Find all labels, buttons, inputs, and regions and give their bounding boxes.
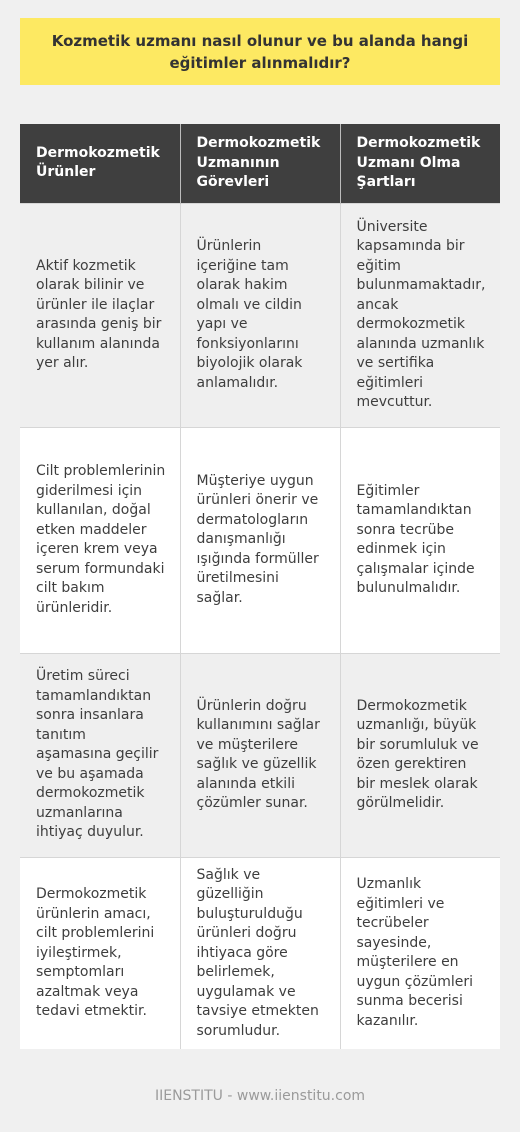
table-cell: Eğitimler tamamlandıktan sonra tecrübe edinmek için çalışmalar içinde bulunulmalıdır.	[340, 427, 500, 653]
table-cell: Üretim süreci tamamlandıktan sonra insanlara tanıtım aşamasına geçilir ve bu aşamada dermokozmetik uzmanlarına ihtiyaç duyulur.	[20, 653, 180, 857]
table-cell: Dermokozmetik ürünlerin amacı, cilt problemlerini iyileştirmek, semptomları azaltmak veya tedavi etmektir.	[20, 857, 180, 1049]
table-row	[20, 857, 500, 1049]
table-row	[20, 653, 500, 857]
page-title: Kozmetik uzmanı nasıl olunur ve bu alanda hangi eğitimler alınmalıdır?	[20, 18, 500, 85]
table-cell: Sağlık ve güzelliğin buluşturulduğu ürünleri doğru ihtiyaca göre belirlemek, uygulamak ve tavsiye etmekten sorumludur.	[180, 857, 340, 1049]
column-header-products: Dermokozmetik Ürünler	[20, 124, 180, 203]
table-cell: Ürünlerin doğru kullanımını sağlar ve müşterilere sağlık ve güzellik alanında etkili çözümler sunar.	[180, 653, 340, 857]
table-row	[20, 427, 500, 653]
table-cell: Cilt problemlerinin giderilmesi için kullanılan, doğal etken maddeler içeren krem veya serum formundaki cilt bakım ürünleridir.	[20, 427, 180, 653]
table-cell: Aktif kozmetik olarak bilinir ve ürünler ile ilaçlar arasında geniş bir kullanım alanında yer alır.	[20, 203, 180, 427]
table-cell: Müşteriye uygun ürünleri önerir ve dermatologların danışmanlığı ışığında formüller üretilmesini sağlar.	[180, 427, 340, 653]
table-cell: Uzmanlık eğitimleri ve tecrübeler sayesinde, müşterilere en uygun çözümleri sunma becerisi kazanılır.	[340, 857, 500, 1049]
column-header-requirements: Dermokozmetik Uzmanı Olma Şartları	[340, 124, 500, 203]
table-row	[20, 203, 500, 427]
column-header-duties: Dermokozmetik Uzmanının Görevleri	[180, 124, 340, 203]
table-cell: Ürünlerin içeriğine tam olarak hakim olmalı ve cildin yapı ve fonksiyonlarını biyolojik olarak anlamalıdır.	[180, 203, 340, 427]
table-cell: Üniversite kapsamında bir eğitim bulunmamaktadır, ancak dermokozmetik alanında uzmanlık ve sertifika eğitimleri mevcuttur.	[340, 203, 500, 427]
table-cell: Dermokozmetik uzmanlığı, büyük bir sorumluluk ve özen gerektiren bir meslek olarak görülmelidir.	[340, 653, 500, 857]
comparison-table	[20, 124, 500, 1049]
footer-credit: IIENSTITU - www.iienstitu.com	[154, 1088, 366, 1104]
table-header-row	[20, 124, 500, 203]
